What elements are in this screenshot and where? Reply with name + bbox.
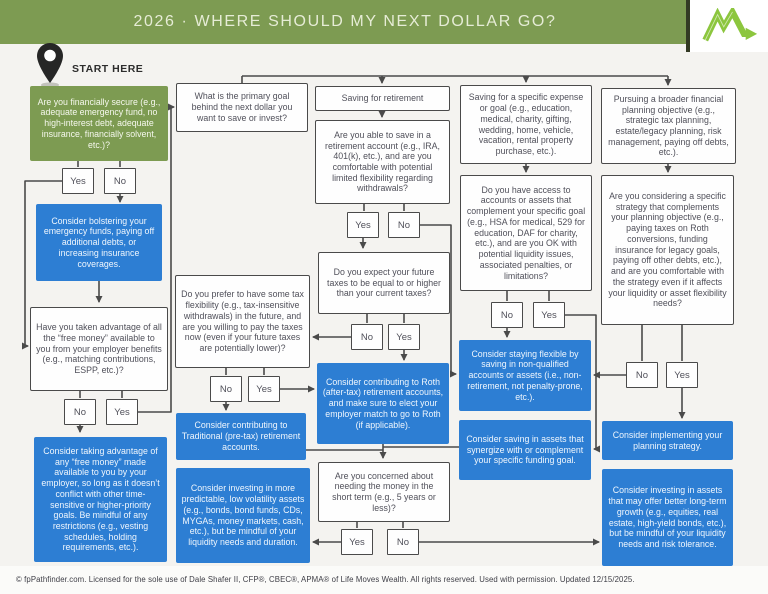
action-long-term-growth: Consider investing in assets that may offer better long-term growth (e.g., equities, real estate, high-yield bonds, etc.), but be mindful of your liquidity needs and risk tolerance. [602,469,733,566]
choice-access-yes: Yes [533,302,565,328]
choice-secure-no: No [104,168,136,194]
question-financially-secure: Are you financially secure (e.g., adequate emergency fund, no high-interest debt, adequate insurance, financially solvent, etc.)? [30,86,168,161]
header-bar [0,0,690,44]
question-able-to-save: Are you able to save in a retirement account (e.g., IRA, 401(k), etc.), and are you comfortable with potential limited flexibility regarding withdrawals? [315,120,450,204]
question-primary-goal: What is the primary goal behind the next dollar you want to save or invest? [176,83,308,132]
question-future-taxes: Do you expect your future taxes to be equal to or higher than your current taxes? [318,252,450,314]
question-free-money: Have you taken advantage of all the “free money” available to you from your employer benefits (e.g., matching contributions, ESPP, etc.)? [30,307,168,391]
category-saving-specific-goal: Saving for a specific expense or goal (e.g., education, medical, charity, gifting, wedding, home, vehicle, vacation, rental property purchase, etc.). [460,85,592,164]
choice-futuretax-yes: Yes [388,324,420,350]
question-specific-strategy: Are you considering a specific strategy that complements your planning objective (e.g., paying taxes on Roth conversions, funding insurance for legacy goals, paying off other debts, etc.), and are you comfortable with the strategy even if it affects your liquidity or asset flexibility needs? [601,175,734,325]
choice-strategy-no: No [626,362,658,388]
action-traditional-accounts: Consider contributing to Traditional (pre-tax) retirement accounts. [176,413,306,460]
action-bolster-emergency: Consider bolstering your emergency funds, paying off additional debts, or increasing insurance coverages. [36,204,162,281]
choice-ablesave-yes: Yes [347,212,379,238]
choice-shortterm-no: No [387,529,419,555]
choice-freemoney-yes: Yes [106,399,138,425]
brand-logo-icon [700,8,758,44]
footer-license-text: © fpPathfinder.com. Licensed for the sole use of Dale Shafer II, CFP®, CBEC®, APMA® of Life Moves Wealth. All rights reserved. Used with permission. Updated 12/15/2025. [16,575,635,584]
start-here-label: START HERE [72,63,144,75]
action-roth-accounts: Consider contributing to Roth (after-tax) retirement accounts, and make sure to elect your employer match to go to Roth (if applicable). [317,363,449,444]
action-take-free-money: Consider taking advantage of any “free money” made available to you by your employer, so long as it doesn’t conflict with other time-sensitive or higher-priority goals. Be mindful of any restrictions (e.g., vesting schedules, holding requirements, etc.). [34,437,167,562]
action-stay-flexible: Consider staying flexible by saving in non-qualified accounts or assets (i.e., non-retirement, not penalty-prone, etc.). [459,340,591,411]
choice-futuretax-no: No [351,324,383,350]
start-pin-icon [36,42,64,88]
action-predictable-assets: Consider investing in more predictable, low volatility assets (e.g., bonds, bond funds, CDs, MYGAs, money markets, cash, etc.), but be mindful of your liquidity needs and duration. [176,468,310,563]
question-short-term-need: Are you concerned about needing the money in the short term (e.g., 5 years or less)? [318,462,450,522]
choice-taxflex-yes: Yes [248,376,280,402]
choice-strategy-yes: Yes [666,362,698,388]
action-implement-strategy: Consider implementing your planning strategy. [602,421,733,460]
question-tax-flexibility: Do you prefer to have some tax flexibility (e.g., tax-insensitive withdrawals) in the future, and are you willing to pay the taxes now (even if your future taxes are potentially lower)? [175,275,310,368]
choice-secure-yes: Yes [62,168,94,194]
page-title: 2026 · WHERE SHOULD MY NEXT DOLLAR GO? [133,13,557,30]
question-goal-accounts-access: Do you have access to accounts or assets that complement your specific goal (e.g., HSA for medical, 529 for education, DAF for charity, etc.), and are you OK with potential liquidity issues, associated penalties, or limitations? [460,175,592,291]
choice-shortterm-yes: Yes [341,529,373,555]
choice-freemoney-no: No [64,399,96,425]
logo-card [690,0,768,52]
category-saving-retirement: Saving for retirement [315,86,450,111]
choice-taxflex-no: No [210,376,242,402]
choice-access-no: No [491,302,523,328]
category-broader-objective: Pursuing a broader financial planning objective (e.g., strategic tax planning, estate/legacy planning, risk management, paying off debts, etc.). [601,88,736,164]
choice-ablesave-no: No [388,212,420,238]
action-synergize-assets: Consider saving in assets that synergize with or complement your specific funding goal. [459,420,591,480]
